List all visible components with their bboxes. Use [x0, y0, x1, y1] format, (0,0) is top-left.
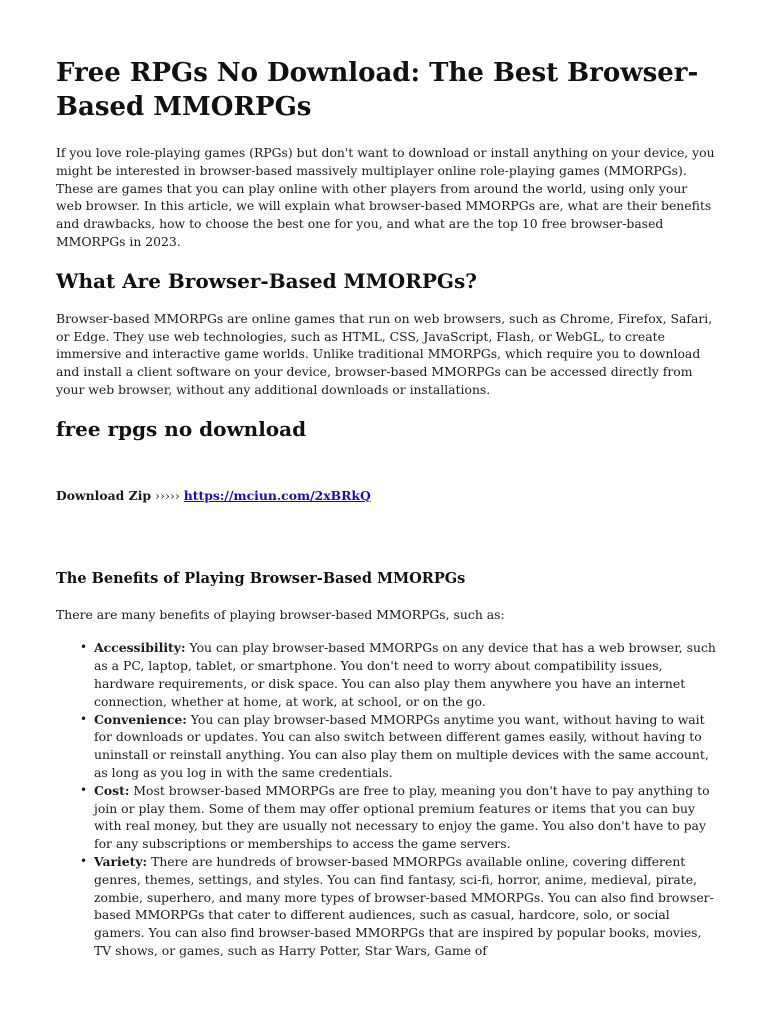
list-item — [80, 853, 716, 960]
list-item — [80, 782, 716, 853]
list-item-text: There are hundreds of browser-based MMORPGs available online, covering different genres, themes, settings, and styles. You can find fantasy, sci-fi, horror, anime, medieval, pirate, zombie, superhero, and many more types of browser-based MMORPGs. You can also find browser-based MMORPGs that cater to different audiences, such as casual, hardcore, solo, or social gamers. You can also find browser-based MMORPGs that are inspired by popular books, movies, TV shows, or games, such as Harry Potter, Star Wars, Game of — [94, 853, 714, 958]
section-heading-what-are: What Are Browser-Based MMORPGs? — [56, 268, 477, 293]
list-item-text: You can play browser-based MMORPGs on any device that has a web browser, such as a PC, laptop, tablet, or smartphone. You don't need to worry about compatibility issues, hardware requirements, or disk space. You can also play them anywhere you have an internet connection, whether at home, at work, at school, or on the go. — [94, 640, 716, 709]
section-heading-keyword: free rpgs no download — [56, 416, 307, 441]
intro-paragraph: If you love role-playing games (RPGs) but don't want to download or install anything on your device, you might be interested in browser-based massively multiplayer online role-playing games (MMORPGs). These are games that you can play online with other players from around the world, using only your web browser. In this article, we will explain what browser-based MMORPGs are, what are their benefits and drawbacks, how to choose the best one for you, and what are the top 10 free browser-based MMORPGs in 2023. — [56, 145, 715, 249]
list-item — [80, 639, 716, 710]
page-title: Free RPGs No Download: The Best Browser-Based MMORPGs — [56, 58, 699, 122]
list-item-text: Most browser-based MMORPGs are free to play, meaning you don't have to pay anything to join or play them. Some of them may offer optional premium features or items that you can buy with real money, but they are usually not necessary to enjoy the game. You also don't have to pay for any subscriptions or memberships to access the game servers. — [94, 782, 710, 852]
bullet-icon: • — [80, 853, 88, 868]
list-item — [80, 711, 716, 782]
benefits-intro: There are many benefits of playing browser-based MMORPGs, such as: — [56, 606, 505, 622]
section-paragraph-what-are: Browser-based MMORPGs are online games that run on web browsers, such as Chrome, Firefox, Safari, or Edge. They use web technologies, such as HTML, CSS, JavaScript, Flash, or WebGL, to create immersive and interactive game worlds. Unlike traditional MMORPGs, which require you to download and install a client software on your device, browser-based MMORPGs can be accessed directly from your web browser, without any additional downloads or installations. — [56, 310, 713, 397]
download-link[interactable]: https://mciun.com/2xBRkQ — [183, 487, 371, 503]
download-label: Download Zip — [56, 487, 152, 503]
list-item-term: Accessibility: — [94, 640, 186, 656]
bullet-icon: • — [80, 782, 88, 797]
document-content — [56, 56, 716, 960]
list-item-term: Variety: — [94, 853, 148, 869]
list-item-term: Cost: — [94, 782, 130, 798]
download-line — [56, 487, 716, 505]
download-arrows: ››››› — [155, 487, 180, 503]
list-item-term: Convenience: — [94, 711, 187, 727]
section-heading-benefits: The Benefits of Playing Browser-Based MMORPGs — [56, 569, 466, 587]
list-item-text: You can play browser-based MMORPGs anytime you want, without having to wait for downloads or updates. You can also switch between different games easily, without having to uninstall or reinstall anything. You can also play them on multiple devices with the same account, as long as you log in with the same credentials. — [94, 711, 709, 780]
bullet-icon: • — [80, 711, 88, 726]
bullet-icon: • — [80, 640, 88, 655]
benefits-list — [56, 639, 716, 959]
